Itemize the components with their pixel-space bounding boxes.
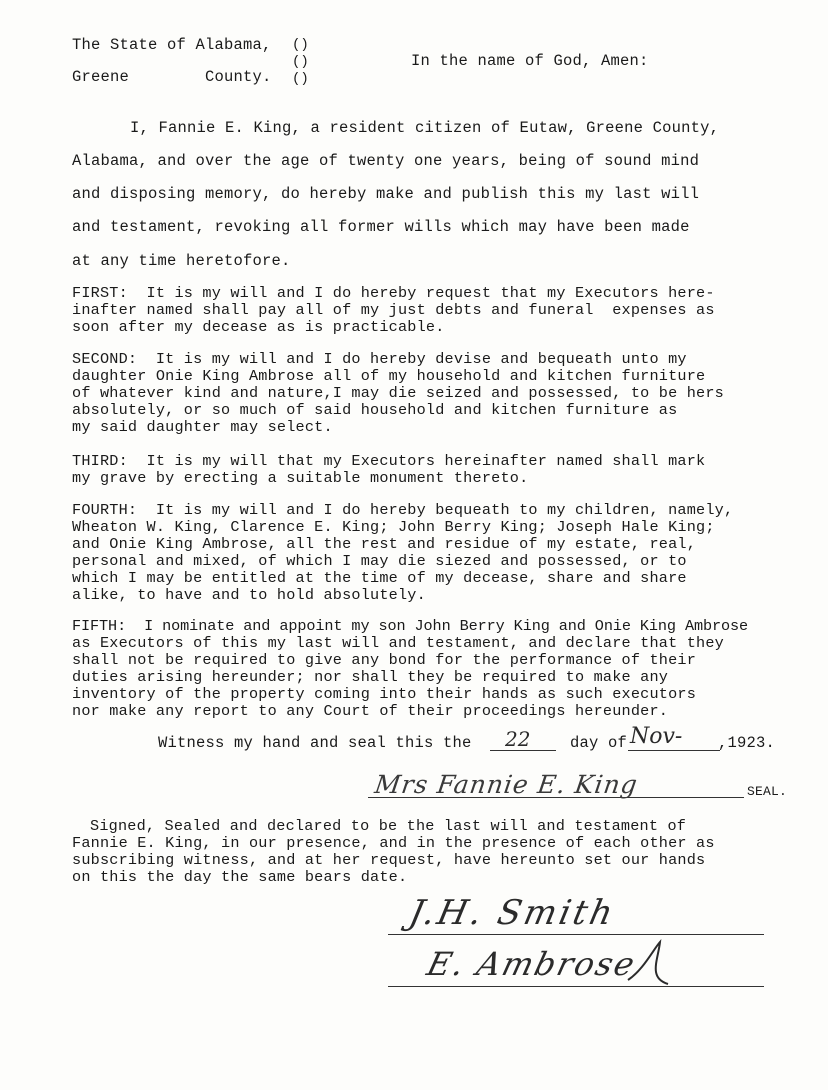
witness-day: 22: [505, 727, 531, 751]
clause-fifth-line: inventory of the property coming into their hands as such executors: [72, 685, 697, 703]
clause-fourth-line: alike, to have and to hold absolutely.: [72, 586, 426, 604]
clause-fourth-line: which I may be entitled at the time of my decease, share and share: [72, 569, 687, 587]
clause-third-line: my grave by erecting a suitable monument thereto.: [72, 469, 529, 487]
clause-fifth-line: FIFTH: I nominate and appoint my son John Berry King and Onie King Ambrose: [72, 617, 749, 635]
witness-signature-line-2: [388, 986, 764, 987]
signature-flourish: [618, 940, 678, 990]
attestation-line: Fannie E. King, in our presence, and in the presence of each other as: [72, 834, 715, 852]
clause-second-line: SECOND: It is my will and I do hereby devise and bequeath unto my: [72, 350, 687, 368]
witness-middle: day of: [570, 734, 628, 752]
witness-year: ,1923.: [718, 734, 776, 752]
clause-second-line: daughter Onie King Ambrose all of my household and kitchen furniture: [72, 367, 706, 385]
intro-line: and testament, revoking all former wills which may have been made: [72, 218, 690, 236]
clause-fifth-line: nor make any report to any Court of their proceedings hereunder.: [72, 702, 669, 720]
clause-fourth-line: Wheaton W. King, Clarence E. King; John Berry King; Joseph Hale King;: [72, 518, 715, 536]
clause-first-line: inafter named shall pay all of my just debts and funeral expenses as: [72, 301, 715, 319]
clause-third-line: THIRD: It is my will that my Executors hereinafter named shall mark: [72, 452, 706, 470]
clause-fifth-line: as Executors of this my last will and testament, and declare that they: [72, 634, 724, 652]
attestation-line: on this the day the same bears date.: [72, 868, 408, 886]
clause-second-line: my said daughter may select.: [72, 418, 333, 436]
clause-fourth-line: FOURTH: It is my will and I do hereby bequeath to my children, namely,: [72, 501, 734, 519]
witness-month: Nov-: [630, 724, 683, 749]
clause-fifth-line: duties arising hereunder; nor shall they be required to make any: [72, 668, 669, 686]
attestation-line: subscribing witness, and at her request, have hereunto set our hands: [72, 851, 706, 869]
brace-mark: (): [292, 54, 309, 70]
witness-signature-1: J.H. Smith: [405, 893, 620, 933]
clause-fourth-line: and Onie King Ambrose, all the rest and residue of my estate, real,: [72, 535, 697, 553]
witness-signature-2: E. Ambrose: [423, 945, 641, 983]
brace-mark: (): [292, 37, 309, 53]
clause-fifth-line: shall not be required to give any bond for the performance of their: [72, 651, 697, 669]
seal-label: SEAL.: [747, 784, 788, 799]
brace-mark: (): [292, 71, 309, 87]
testator-signature: Mrs Fannie E. King: [372, 770, 640, 799]
invocation: In the name of God, Amen:: [411, 52, 649, 70]
attestation-line: Signed, Sealed and declared to be the last will and testament of: [90, 817, 687, 835]
clause-second-line: absolutely, or so much of said household and kitchen furniture as: [72, 401, 678, 419]
intro-line: and disposing memory, do hereby make and publish this my last will: [72, 185, 700, 203]
intro-line: I, Fannie E. King, a resident citizen of Eutaw, Greene County,: [130, 119, 720, 137]
witness-prefix: Witness my hand and seal this the: [158, 734, 472, 752]
intro-line: Alabama, and over the age of twenty one years, being of sound mind: [72, 152, 700, 170]
state-line: The State of Alabama,: [72, 36, 272, 54]
witness-signature-line-1: [388, 934, 764, 935]
clause-fourth-line: personal and mixed, of which I may die siezed and possessed, or to: [72, 552, 687, 570]
month-blank: [628, 750, 720, 751]
clause-first-line: FIRST: It is my will and I do hereby request that my Executors here-: [72, 284, 715, 302]
clause-second-line: of whatever kind and nature,I may die seized and possessed, to be hers: [72, 384, 724, 402]
county-line: Greene County.: [72, 68, 272, 86]
clause-first-line: soon after my decease as is practicable.: [72, 318, 445, 336]
intro-line: at any time heretofore.: [72, 252, 291, 270]
